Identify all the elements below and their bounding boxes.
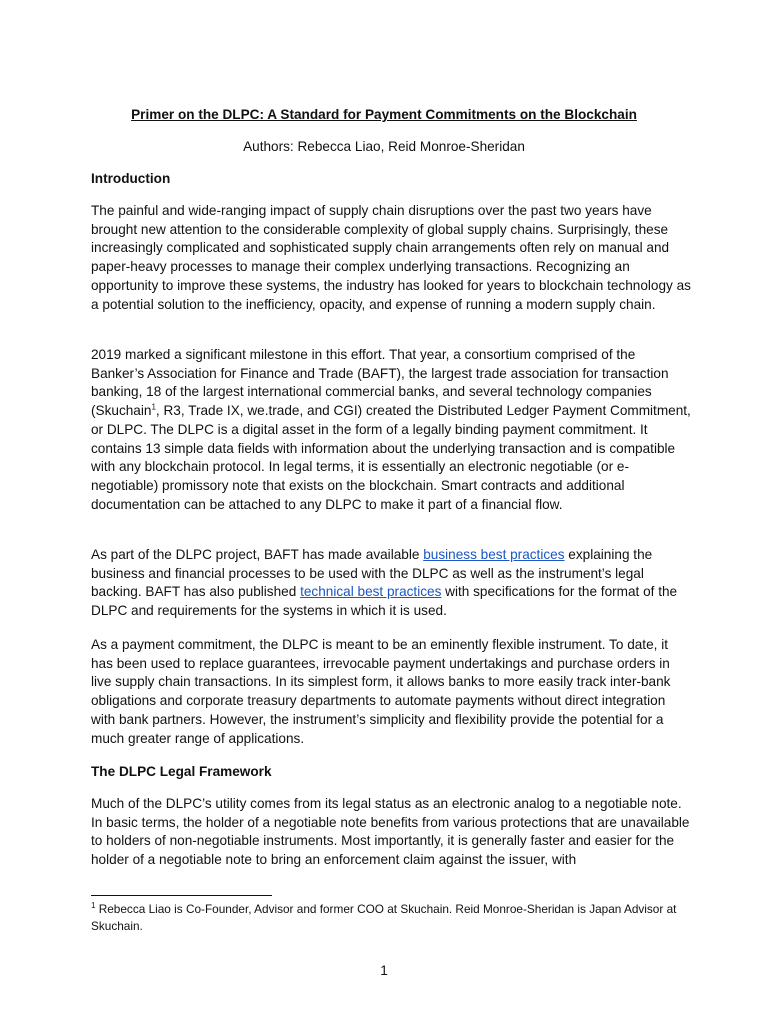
paragraph-payment-commitment-text: As a payment commitment, the DLPC is meant to be an eminently flexible instrument. To date, it has been used to replace guarantees, irrevocable payment undertakings and purchase orders in live supply chain transactions. In its simplest form, it allows banks to more easily track inter-bank obligations and corporate treasury departments to automate payments without direct integration with bank partners. However, the instrument’s simplicity and flexibility provide the potential for a much greater range of applications. xyxy=(91,637,671,746)
best-practices-text-3: with specifications for the format of the DLPC and requirements for the systems in which it is used. xyxy=(91,584,678,619)
paragraph-best-practices xyxy=(91,546,691,621)
paragraph-dlpc-milestone-text xyxy=(91,346,691,514)
paragraph-intro xyxy=(91,202,691,314)
best-practices-text-1: As part of the DLPC project, BAFT has made available xyxy=(91,547,424,562)
footnote-reference[interactable]: 1 xyxy=(151,402,156,412)
heading-introduction: Introduction xyxy=(91,171,171,186)
business-best-practices-link[interactable]: business best practices xyxy=(423,547,565,562)
page-number: 1 xyxy=(380,963,388,978)
paragraph-legal-framework xyxy=(91,795,691,870)
paragraph-legal-framework-text: Much of the DLPC’s utility comes from its legal status as an electronic analog to a negotiable note. In basic terms, the holder of a negotiable note benefits from various protections that are unavailable to holders of non-negotiable instruments. Most importantly, it is generally faster and easier for the holder of a negotiable note to bring an enforcement claim against the issuer, with xyxy=(91,796,690,868)
footnote-marker: 1 xyxy=(91,901,96,911)
footnote xyxy=(91,901,691,934)
milestone-text-after: , R3, Trade IX, we.trade, and CGI) created the Distributed Ledger Payment Commitment, or DLPC. The DLPC is a digital asset in the form of a legally binding payment commitment. It contains 13 simple data fields with information about the underlying transaction and is compatible with any blockchain protocol. In legal terms, it is essentially an electronic negotiable (or e-negotiable) promissory note that exists on the blockchain. Smart contracts and additional documentation can be attached to any DLPC to make it part of a financial flow. xyxy=(91,403,691,512)
document-title: Primer on the DLPC: A Standard for Payment Commitments on the Blockchain xyxy=(131,107,637,122)
paragraph-intro-text: The painful and wide-ranging impact of supply chain disruptions over the past two years have brought new attention to the considerable complexity of global supply chains. Surprisingly, these increasingly complicated and sophisticated supply chain arrangements often rely on manual and paper-heavy processes to manage their complex underlying transactions. Recognizing an opportunity to improve these systems, the industry has looked for years to blockchain technology as a potential solution to the inefficiency, opacity, and expense of running a modern supply chain. xyxy=(91,203,691,312)
paragraph-dlpc-milestone xyxy=(91,346,691,514)
best-practices-text-2: explaining the business and financial processes to be used with the DLPC as well as the instrument’s legal backing. BAFT has also published xyxy=(91,547,653,600)
heading-legal-framework: The DLPC Legal Framework xyxy=(91,764,272,779)
footnote-text: Rebecca Liao is Co-Founder, Advisor and former COO at Skuchain. Reid Monroe-Sheridan is Japan Advisor at Skuchain. xyxy=(91,902,677,933)
paragraph-best-practices-text xyxy=(91,546,691,621)
technical-best-practices-link[interactable]: technical best practices xyxy=(300,584,442,600)
paragraph-payment-commitment xyxy=(91,636,691,748)
authors-line: Authors: Rebecca Liao, Reid Monroe-Sheridan xyxy=(243,139,525,154)
footnote-divider xyxy=(91,895,272,896)
milestone-text-before: 2019 marked a significant milestone in this effort. That year, a consortium comprised of the Banker’s Association for Finance and Trade (BAFT), the largest trade association for transaction banking, 18 of the largest international commercial banks, and several technology companies (Skuchain xyxy=(91,347,669,419)
